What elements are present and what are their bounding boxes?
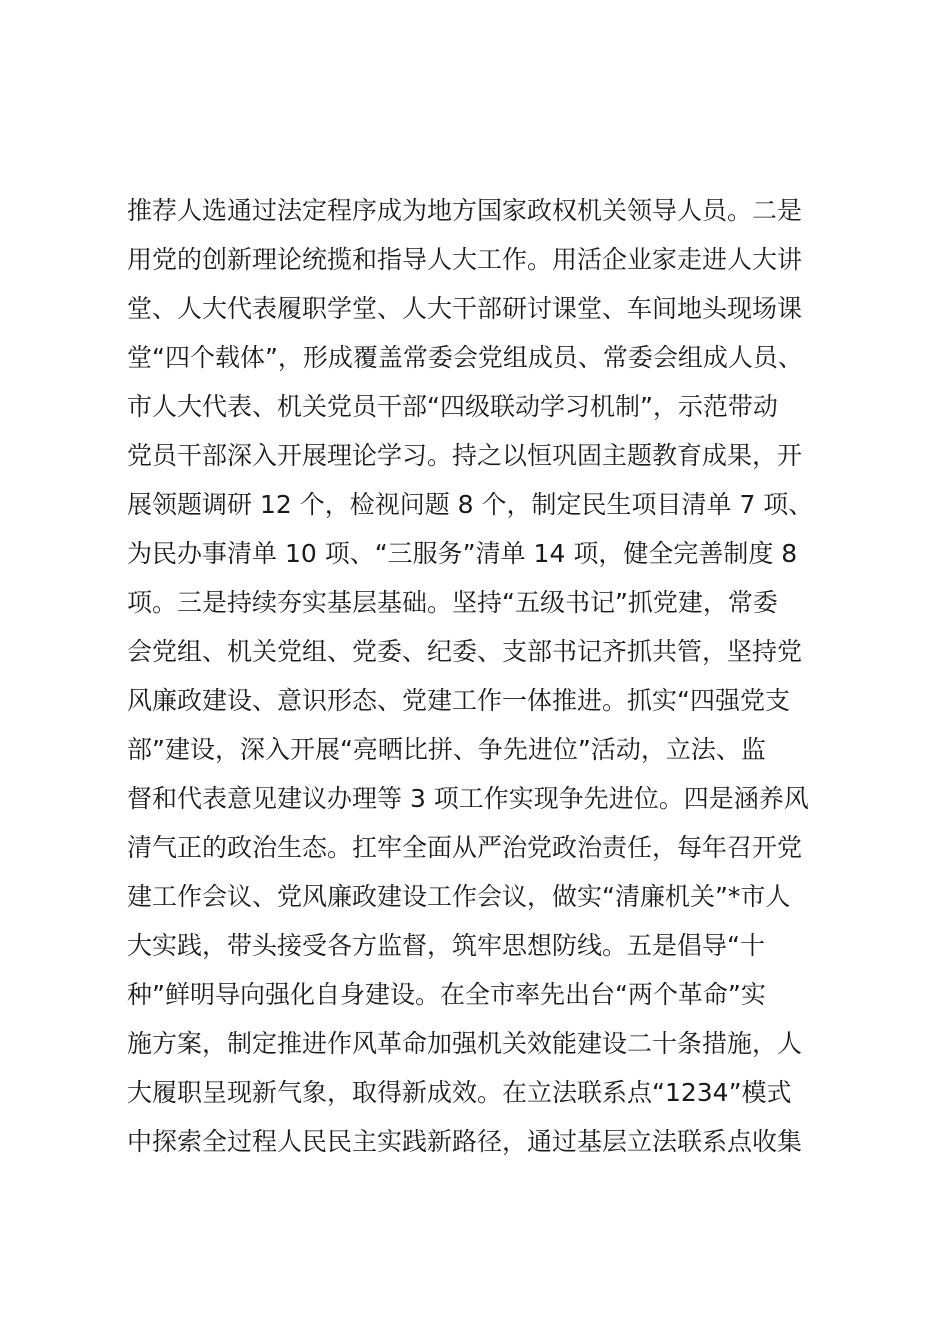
text-line: 中探索全过程人民民主实践新路径，通过基层立法联系点收集 [127, 1127, 803, 1156]
text-line: 堂“四个载体”，形成覆盖常委会党组成员、常委会组成人员、 [127, 343, 803, 372]
text-line: 施方案，制定推进作风革命加强机关效能建设二十条措施，人 [127, 1029, 803, 1058]
text-line: 清气正的政治生态。扛牢全面从严治党政治责任，每年召开党 [127, 833, 803, 862]
text-line: 部”建设，深入开展“亮晒比拼、争先进位”活动，立法、监 [127, 735, 766, 764]
text-line: 建工作会议、党风廉政建设工作会议，做实“清廉机关”*市人 [127, 882, 791, 911]
text-line: 大履职呈现新气象，取得新成效。在立法联系点“1234”模式 [127, 1078, 792, 1107]
text-line: 项。三是持续夯实基层基础。坚持“五级书记”抓党建，常委 [127, 588, 778, 617]
text-line: 堂、人大代表履职学堂、人大干部研讨课堂、车间地头现场课 [127, 294, 803, 323]
text-line: 推荐人选通过法定程序成为地方国家政权机关领导人员。二是 [127, 196, 803, 225]
text-line: 展领题调研 12 个，检视问题 8 个，制定民生项目清单 7 项、 [127, 490, 814, 519]
text-line: 种”鲜明导向强化自身建设。在全市率先出台“两个革命”实 [127, 980, 766, 1009]
text-line: 大实践，带头接受各方监督，筑牢思想防线。五是倡导“十 [127, 931, 765, 960]
body-paragraph [127, 186, 847, 1166]
text-line: 党员干部深入开展理论学习。持之以恒巩固主题教育成果，开 [127, 441, 803, 470]
text-line: 会党组、机关党组、党委、纪委、支部书记齐抓共管，坚持党 [127, 637, 803, 666]
text-line: 用党的创新理论统揽和指导人大工作。用活企业家走进人大讲 [127, 245, 803, 274]
text-line: 为民办事清单 10 项、“三服务”清单 14 项，健全完善制度 8 [127, 539, 798, 568]
text-line: 督和代表意见建议办理等 3 项工作实现争先进位。四是涵养风 [127, 784, 809, 813]
text-line: 风廉政建设、意识形态、党建工作一体推进。抓实“四强党支 [127, 686, 790, 715]
text-line: 市人大代表、机关党员干部“四级联动学习机制”，示范带动 [127, 392, 778, 421]
